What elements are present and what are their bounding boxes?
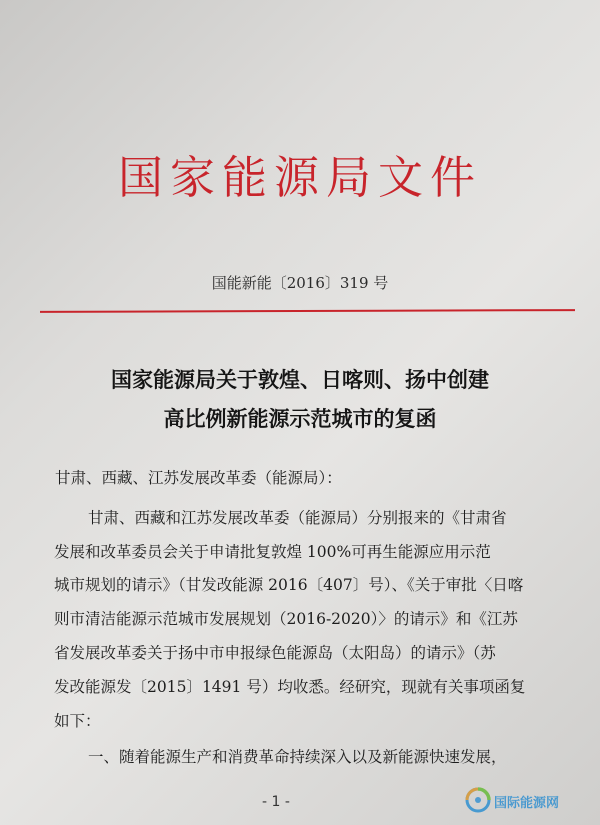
red-divider-line [40, 309, 575, 313]
sun-leaf-logo-icon [458, 780, 498, 820]
salutation: 甘肃、西藏、江苏发展改革委（能源局）： [55, 469, 342, 487]
body-line: 省发展改革委关于扬中市申报绿色能源岛（太阳岛）的请示》（苏 [54, 644, 496, 662]
body-line: 发展和改革委员会关于申请批复敦煌 100%可再生能源应用示范 [54, 543, 491, 561]
body-line: 如下： [54, 712, 101, 730]
document-title-line-1: 国家能源局关于敦煌、日喀则、扬中创建 [111, 368, 489, 392]
body-line: 则市清洁能源示范城市发展规划（2016-2020）〉的请示》和《江苏 [54, 610, 518, 628]
watermark [458, 778, 598, 822]
body-line: 一、随着能源生产和消费革命持续深入以及新能源快速发展， [88, 748, 507, 766]
page-number: - 1 - [262, 794, 290, 810]
document-title-line-2: 高比例新能源示范城市的复函 [163, 407, 437, 431]
body-line: 甘肃、西藏和江苏发展改革委（能源局）分别报来的《甘肃省 [88, 509, 507, 527]
body-line: 城市规划的请示》（甘发改能源 2016〔407〕号）、《关于审批〈日喀 [54, 576, 524, 594]
body-line: 发改能源发〔2015〕1491 号）均收悉。经研究，现就有关事项函复 [54, 678, 526, 696]
header-title: 国家能源局文件 [117, 151, 482, 204]
watermark-text: 国际能源网 [494, 796, 560, 811]
document-number: 国能新能〔2016〕319 号 [211, 274, 389, 292]
